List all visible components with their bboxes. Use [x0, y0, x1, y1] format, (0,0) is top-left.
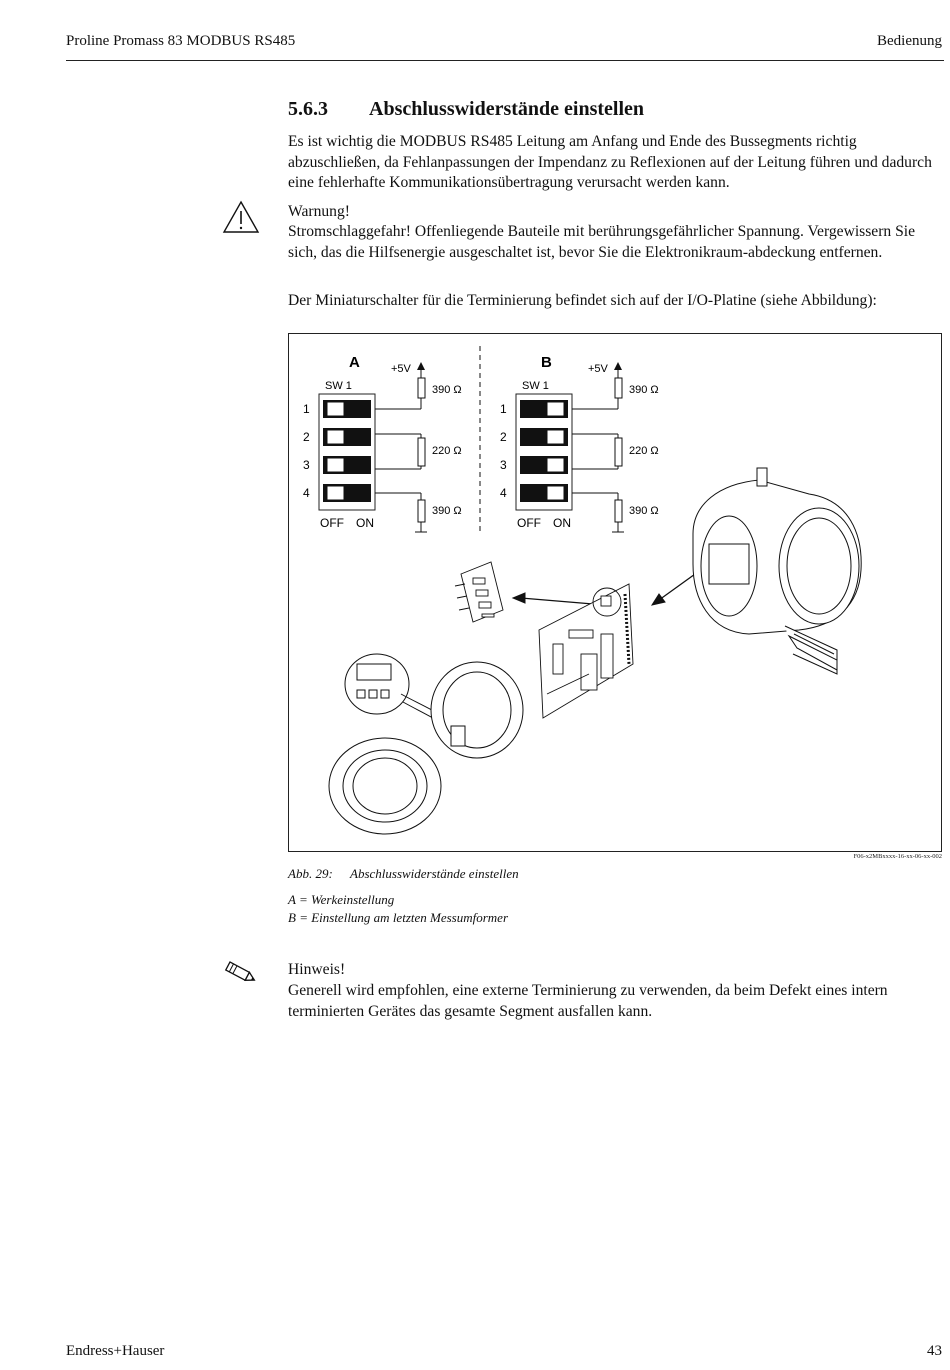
- figure-title: Abschlusswiderstände einstellen: [350, 866, 519, 881]
- housing-lid: [329, 738, 441, 834]
- warning-triangle-icon: [222, 200, 260, 239]
- header-rule: [66, 60, 944, 61]
- panel-a-off-label: OFF: [320, 516, 344, 530]
- section-number: 5.6.3: [288, 98, 328, 120]
- panel-a-r-top: 390 Ω: [432, 384, 462, 396]
- figure-intro: Der Miniaturschalter für die Terminierung befindet sich auf der I/O-Platine (siehe Abbildung):: [288, 292, 877, 309]
- figure-terminating-switch: [288, 333, 942, 852]
- panel-b-supply: +5V: [588, 363, 608, 375]
- panel-a-switch-name: SW 1: [325, 380, 352, 392]
- panel-b-r-top: 390 Ω: [629, 384, 659, 396]
- panel-a-pos-4: 4: [303, 486, 310, 500]
- figure-caption: [288, 866, 519, 882]
- pencil-note-icon: [220, 960, 260, 991]
- intro-paragraph: Es ist wichtig die MODBUS RS485 Leitung am Anfang und Ende des Bussegments richtig abzuschließen, da Fehlanpassungen der Impendanz zu Reflexionen auf der Leitung führen und dadurch eine fehlerhafte Kommunikationsübertragung verursacht werden kann.: [288, 133, 932, 191]
- legend-b: B = Einstellung am letzten Messumformer: [288, 910, 508, 925]
- panel-a-r-bot: 390 Ω: [432, 505, 462, 517]
- figure-illustration: [289, 334, 941, 851]
- panel-b-r-bot: 390 Ω: [629, 505, 659, 517]
- panel-a-pos-2: 2: [303, 430, 310, 444]
- warning-heading: Warnung!: [288, 203, 350, 220]
- panel-b-r-mid: 220 Ω: [629, 445, 659, 457]
- panel-b-pos-3: 3: [500, 458, 507, 472]
- panel-b-pos-2: 2: [500, 430, 507, 444]
- running-header-chapter: Bedienung: [877, 33, 942, 49]
- figure-number: Abb. 29:: [288, 866, 333, 881]
- panel-a-pos-3: 3: [303, 458, 310, 472]
- panel-a-supply: +5V: [391, 363, 411, 375]
- panel-b-pos-1: 1: [500, 402, 507, 416]
- panel-a-pos-1: 1: [303, 402, 310, 416]
- page-number: 43: [927, 1343, 942, 1359]
- warning-text: Stromschlaggefahr! Offenliegende Bauteile mit berührungsgefährlicher Spannung. Vergewissern Sie sich, das die Hilfsenergie ausgeschaltet ist, bevor Sie die Elektronikraum-abdeckung entfernen.: [288, 223, 916, 261]
- panel-b-pos-4: 4: [500, 486, 507, 500]
- running-header-title: Proline Promass 83 MODBUS RS485: [66, 33, 296, 49]
- electronics-cover: [431, 662, 523, 758]
- panel-b-schematic: [500, 354, 659, 532]
- legend-a: A = Werkeinstellung: [288, 892, 395, 907]
- panel-a-r-mid: 220 Ω: [432, 445, 462, 457]
- panel-b-label: B: [541, 354, 552, 371]
- section-title: Abschlusswiderstände einstellen: [369, 98, 645, 120]
- figure-code: F06-x2MBxxxx-16-xx-06-xx-002: [853, 853, 942, 860]
- panel-b-off-label: OFF: [517, 516, 541, 530]
- panel-a-label: A: [349, 354, 360, 371]
- panel-a-schematic: [303, 354, 462, 532]
- panel-b-switch-name: SW 1: [522, 380, 549, 392]
- io-board: [539, 584, 633, 718]
- panel-b-on-label: ON: [553, 516, 571, 530]
- footer-company: Endress+Hauser: [66, 1343, 165, 1359]
- note-heading: Hinweis!: [288, 961, 346, 978]
- note-text: Generell wird empfohlen, eine externe Terminierung zu verwenden, da beim Defekt eines intern terminierten Gerätes das gesamte Segment ausfallen kann.: [288, 982, 888, 1020]
- dip-switch-detail: [455, 562, 503, 622]
- transmitter-housing: [693, 468, 861, 674]
- panel-a-on-label: ON: [356, 516, 374, 530]
